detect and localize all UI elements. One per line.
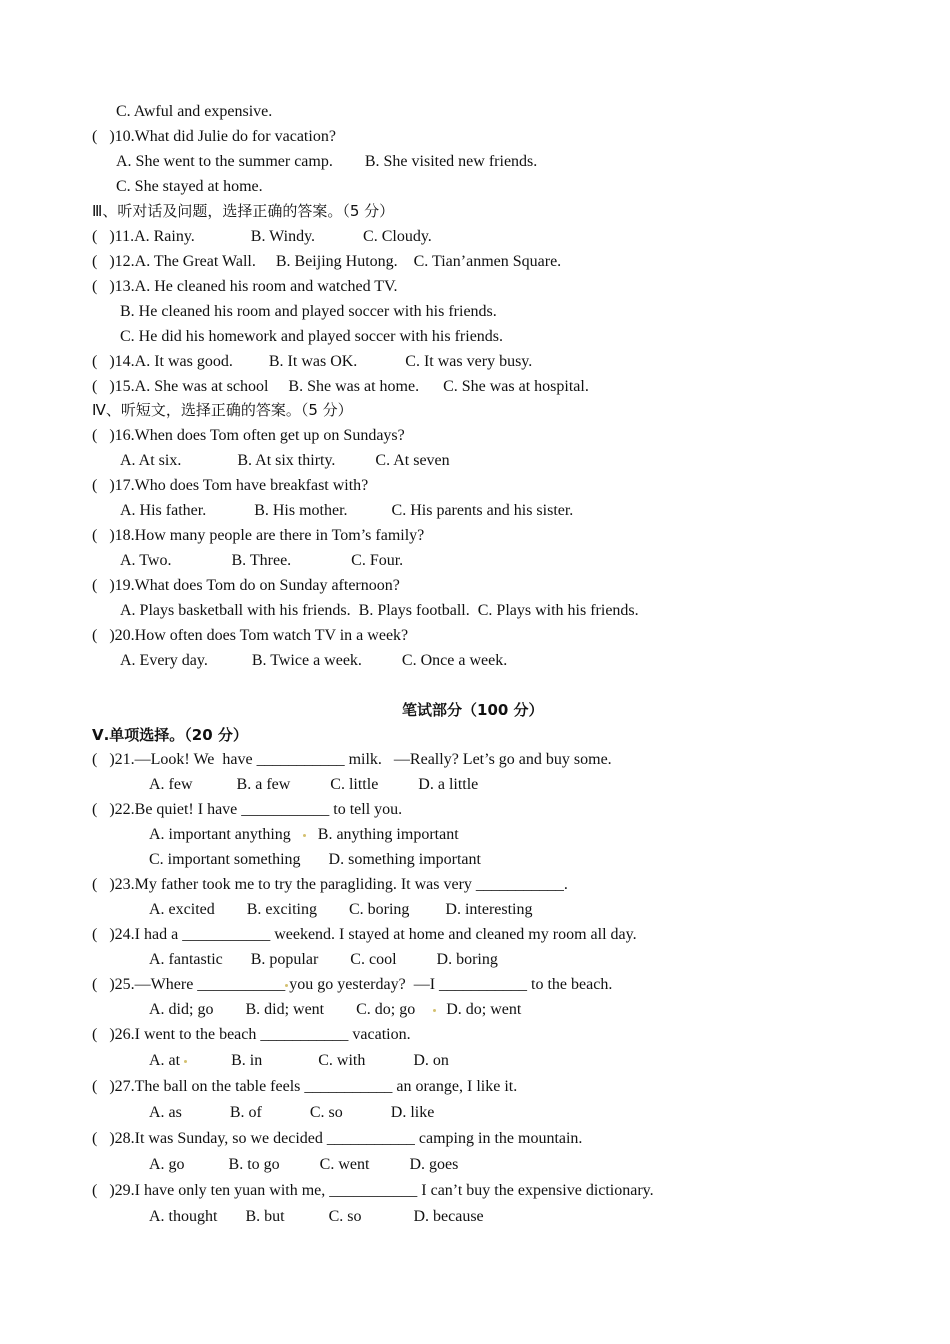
section-heading-4: Ⅳ、听短文，选择正确的答案。（5 分） <box>92 401 353 419</box>
question-17: ( )17.Who does Tom have breakfast with? <box>92 477 369 494</box>
stray-dot <box>184 1060 187 1063</box>
option-line: A. His father. B. His mother. C. His parents and his sister. <box>120 502 574 519</box>
stray-dot <box>433 1009 436 1012</box>
option-line: B. He cleaned his room and played soccer with his friends. <box>120 303 497 320</box>
option-line: A. At six. B. At six thirty. C. At seven <box>120 452 450 469</box>
written-part-title: 笔试部分（100 分） <box>402 701 544 719</box>
question-13: ( )13.A. He cleaned his room and watched TV. <box>92 278 398 295</box>
section-heading-5: Ⅴ.单项选择。（20 分） <box>92 726 248 744</box>
question-29: ( )29.I have only ten yuan with me, ___________ I can’t buy the expensive dictionary. <box>92 1182 654 1199</box>
question-11: ( )11.A. Rainy. B. Windy. C. Cloudy. <box>92 228 432 245</box>
option-line: C. He did his homework and played soccer with his friends. <box>120 328 504 345</box>
question-24: ( )24.I had a ___________ weekend. I stayed at home and cleaned my room all day. <box>92 926 637 943</box>
option-line: A. She went to the summer camp. B. She visited new friends. <box>116 153 538 170</box>
question-14: ( )14.A. It was good. B. It was OK. C. It was very busy. <box>92 353 533 370</box>
option-line: A. thought B. but C. so D. because <box>149 1208 484 1225</box>
option-line: A. Two. B. Three. C. Four. <box>120 552 404 569</box>
option-line: A. few B. a few C. little D. a little <box>149 776 479 793</box>
option-line: C. She stayed at home. <box>116 178 263 195</box>
question-22: ( )22.Be quiet! I have ___________ to tell you. <box>92 801 403 818</box>
question-26: ( )26.I went to the beach ___________ vacation. <box>92 1026 411 1043</box>
option-line: A. important anything B. anything important <box>149 826 459 843</box>
option-line: A. as B. of C. so D. like <box>149 1104 435 1121</box>
option-line: A. go B. to go C. went D. goes <box>149 1156 459 1173</box>
question-25: ( )25.—Where ___________ you go yesterday? —I ___________ to the beach. <box>92 976 613 993</box>
question-16: ( )16.When does Tom often get up on Sundays? <box>92 427 405 444</box>
option-line: A. at B. in C. with D. on <box>149 1052 449 1069</box>
question-28: ( )28.It was Sunday, so we decided ___________ camping in the mountain. <box>92 1130 583 1147</box>
section-heading-3: Ⅲ、听对话及问题，选择正确的答案。（5 分） <box>92 202 395 220</box>
question-19: ( )19.What does Tom do on Sunday afternoon? <box>92 577 400 594</box>
option-line: A. Plays basketball with his friends. B. Plays football. C. Plays with his friends. <box>120 602 639 619</box>
question-20: ( )20.How often does Tom watch TV in a week? <box>92 627 409 644</box>
question-10: ( )10.What did Julie do for vacation? <box>92 128 336 145</box>
option-line: A. excited B. exciting C. boring D. interesting <box>149 901 533 918</box>
question-18: ( )18.How many people are there in Tom’s family? <box>92 527 425 544</box>
option-line: C. important something D. something important <box>149 851 481 868</box>
option-line: A. fantastic B. popular C. cool D. boring <box>149 951 498 968</box>
question-12: ( )12.A. The Great Wall. B. Beijing Hutong. C. Tian’anmen Square. <box>92 253 562 270</box>
question-15: ( )15.A. She was at school B. She was at home. C. She was at hospital. <box>92 378 589 395</box>
question-23: ( )23.My father took me to try the paragliding. It was very ___________. <box>92 876 568 893</box>
option-line: A. did; go B. did; went C. do; go D. do; went <box>149 1001 522 1018</box>
option-line: C. Awful and expensive. <box>116 103 273 120</box>
option-line: A. Every day. B. Twice a week. C. Once a week. <box>120 652 508 669</box>
question-21: ( )21.—Look! We have ___________ milk. —Really? Let’s go and buy some. <box>92 751 612 768</box>
stray-dot <box>303 834 306 837</box>
stray-dot <box>285 984 288 987</box>
question-27: ( )27.The ball on the table feels ___________ an orange, I like it. <box>92 1078 518 1095</box>
